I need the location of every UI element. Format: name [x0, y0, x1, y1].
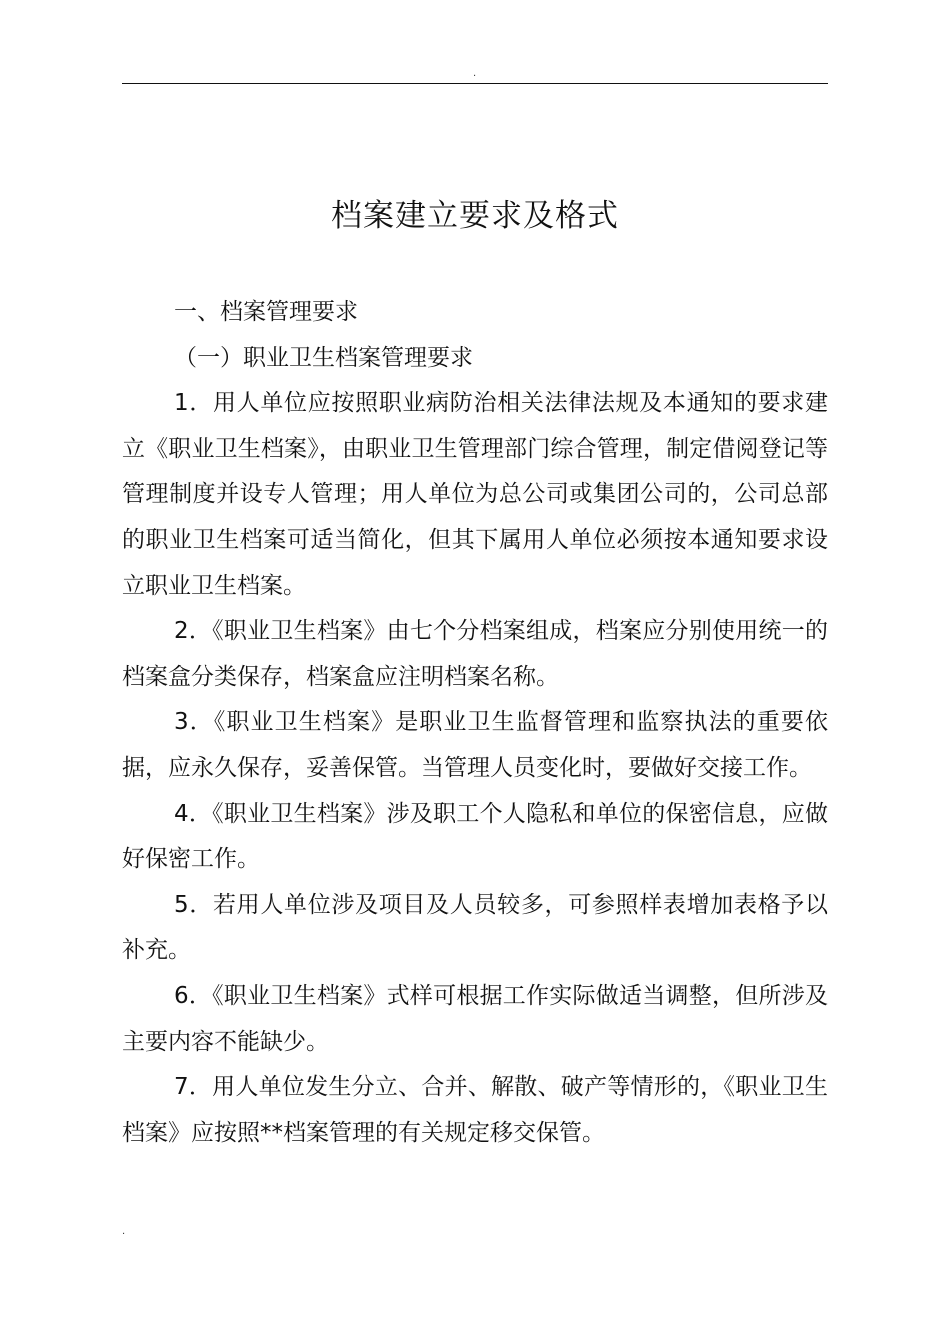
header-dot: . — [473, 68, 477, 79]
section-heading: 一、档案管理要求 — [174, 299, 358, 325]
paragraph-item-1: 1．用人单位应按照职业病防治相关法律法规及本通知的要求建立《职业卫生档案》，由职业卫生管理部门综合管理，制定借阅登记等管理制度并设专人管理；用人单位为总公司或集团公司的，公司总部的职业卫生档案可适当简化，但其下属用人单位必须按本通知要求设立职业卫生档案。 — [122, 390, 828, 599]
document-body — [122, 290, 828, 1156]
paragraph-item-4: 4．《职业卫生档案》涉及职工个人隐私和单位的保密信息，应做好保密工作。 — [122, 800, 828, 873]
footer-dot: . — [122, 1226, 126, 1237]
paragraph-item-6: 6．《职业卫生档案》式样可根据工作实际做适当调整，但所涉及主要内容不能缺少。 — [122, 982, 828, 1055]
paragraph-item-7: 7．用人单位发生分立、合并、解散、破产等情形的，《职业卫生档案》应按照**档案管理的有关规定移交保管。 — [122, 1074, 828, 1146]
paragraph-item-5: 5．若用人单位涉及项目及人员较多，可参照样表增加表格予以补充。 — [122, 891, 828, 964]
document-title: 档案建立要求及格式 — [331, 198, 619, 234]
header-rule — [122, 83, 828, 84]
paragraph-item-2: 2．《职业卫生档案》由七个分档案组成，档案应分别使用统一的档案盒分类保存，档案盒应注明档案名称。 — [122, 618, 828, 690]
subsection-heading: （一）职业卫生档案管理要求 — [174, 344, 473, 371]
paragraph-item-3: 3．《职业卫生档案》是职业卫生监督管理和监察执法的重要依据，应永久保存，妥善保管。当管理人员变化时，要做好交接工作。 — [122, 709, 828, 781]
